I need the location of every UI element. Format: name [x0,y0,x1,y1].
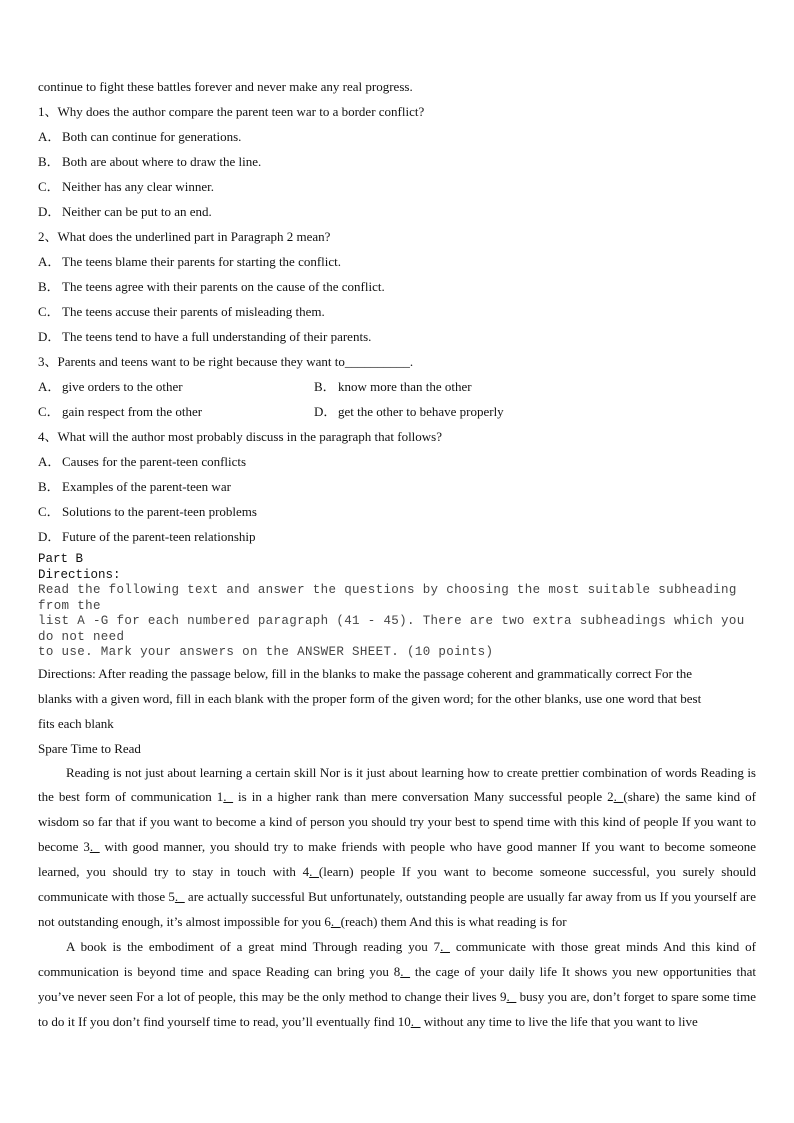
question-text: Parents and teens want to be right because they want to__________. [57,354,414,369]
answer-option [38,299,756,324]
cloze-blank: ._ [330,913,341,929]
cloze-text: (learn) people If you want to become someone successful, you surely should communicate with those 5 [38,864,756,905]
part-b-title: Part B [38,552,84,566]
cloze-blank: ._ [174,889,185,905]
cloze-text: A book is the embodiment of a great mind Through reading you 7 [66,938,441,954]
cloze-blank: ._ [89,839,100,855]
answer-option [38,524,756,549]
cloze-blank: ._ [309,864,319,880]
question-stem [38,424,756,449]
answer-option [38,324,756,349]
answer-option [38,274,756,299]
answer-option [38,124,756,149]
option-label: A． [38,454,61,469]
part-b-directions-line: list A -G for each numbered paragraph (41 - 45). There are two extra subheadings which you do not need [38,614,745,644]
answer-option [314,374,590,399]
option-row [38,399,756,424]
question-list [38,99,756,549]
option-row [38,374,756,399]
option-text: Both can continue for generations. [62,129,242,144]
cloze-blank: ._ [400,963,410,979]
cloze-text: busy you are, don’t forget to spare some time to do it If you don’t find yourself time to read, you’ll eventually find 10 [38,988,756,1029]
option-label: C． [38,404,60,419]
option-text: Future of the parent-teen relationship [62,529,256,544]
cloze-blank: ._ [410,1013,421,1029]
option-text: know more than the other [338,379,472,394]
cloze-text: communicate with those great minds And this kind of communication is beyond time and space Reading can bring you 8 [38,938,756,979]
answer-option [38,174,756,199]
option-label: C． [38,179,60,194]
option-text: Neither has any clear winner. [62,179,214,194]
question-stem [38,224,756,249]
answer-option [38,374,314,399]
part-b-directions-label: Directions: [38,567,121,582]
option-text: Neither can be put to an end. [62,204,212,219]
option-text: gain respect from the other [62,404,203,419]
option-label: A． [38,379,61,394]
cloze-paragraph-2 [38,935,756,1035]
option-label: B． [38,279,60,294]
option-label: B． [314,379,336,394]
cloze-text: is in a higher rank than mere conversation Many successful people 2 [233,789,614,805]
cloze-text: are actually successful But unfortunately, outstanding people are usually far away from us If you yourself are not outstanding enough, it’s almost impossible for you 6 [38,889,756,929]
option-label: B． [38,154,60,169]
intro-line: continue to fight these battles forever and never make any real progress. [38,79,413,94]
cloze-directions-line: Directions: After reading the passage below, fill in the blanks to make the passage coherent and grammatically correct For the [38,665,692,681]
answer-option [38,149,756,174]
answer-option [38,499,756,524]
cloze-text: with good manner, you should try to make friends with people who have good manner If you want to become someone learned, you should try to stay in touch with 4 [38,839,756,880]
option-label: C． [38,304,60,319]
option-label: D． [38,329,61,344]
question-stem [38,99,756,124]
option-label: D． [38,204,61,219]
answer-option [314,399,590,424]
option-label: D． [38,529,61,544]
option-label: A． [38,129,61,144]
answer-option [38,199,756,224]
option-label: A． [38,254,61,269]
question-stem [38,349,756,374]
cloze-blank: ._ [440,938,450,954]
part-b-section [38,552,756,661]
part-b-directions-line: Read the following text and answer the questions by choosing the most suitable subheading from the [38,583,737,613]
cloze-directions-line: blanks with a given word, fill in each blank with the proper form of the given word; for the other blanks, use one word that best [38,690,702,706]
option-label: D． [314,404,337,419]
question-text: What does the underlined part in Paragraph 2 mean? [57,229,331,244]
option-label: C． [38,504,60,519]
question-text: Why does the author compare the parent teen war to a border conflict? [57,104,425,119]
cloze-paragraph-1 [38,761,756,935]
cloze-text: (share) the same kind of wisdom so far that if you want to become a kind of person you should try your best to spend time with this kind of people If you want to become 3 [38,789,756,855]
part-b-directions-line: to use. Mark your answers on the ANSWER SHEET. (10 points) [38,645,494,659]
cloze-title: Spare Time to Read [38,740,141,756]
option-text: Solutions to the parent-teen problems [62,504,257,519]
option-text: Examples of the parent-teen war [62,479,231,494]
cloze-text: (reach) them And this is what reading is for [340,913,567,929]
cloze-text: the cage of your daily life It shows you new opportunities that you’ve never seen For a lot of people, this may be the only method to change their lives 9 [38,963,757,1004]
question-number: 4、 [38,429,58,444]
cloze-blank: ._ [223,789,234,805]
answer-option [38,249,756,274]
option-text: The teens agree with their parents on the cause of the conflict. [62,279,385,294]
option-text: Causes for the parent-teen conflicts [62,454,247,469]
cloze-blank: ._ [506,988,517,1004]
option-text: get the other to behave properly [338,404,504,419]
cloze-blank: ._ [613,789,624,805]
answer-option [38,474,756,499]
question-number: 2、 [38,229,58,244]
cloze-text: Reading is not just about learning a certain skill Nor is it just about learning how to create prettier combination of words Reading is the best form of communication 1 [38,764,756,805]
answer-option [38,399,314,424]
cloze-directions-line: fits each blank [38,715,114,731]
option-text: The teens accuse their parents of misleading them. [62,304,325,319]
cloze-text: without any time to live the life that you want to live [420,1013,698,1029]
document-page [38,74,756,1034]
option-label: B． [38,479,60,494]
option-text: The teens tend to have a full understanding of their parents. [62,329,372,344]
question-number: 3、 [38,354,58,369]
question-number: 1、 [38,104,58,119]
question-text: What will the author most probably discuss in the paragraph that follows? [57,429,443,444]
option-text: Both are about where to draw the line. [62,154,262,169]
option-text: The teens blame their parents for starting the conflict. [62,254,342,269]
answer-option [38,449,756,474]
option-text: give orders to the other [62,379,183,394]
